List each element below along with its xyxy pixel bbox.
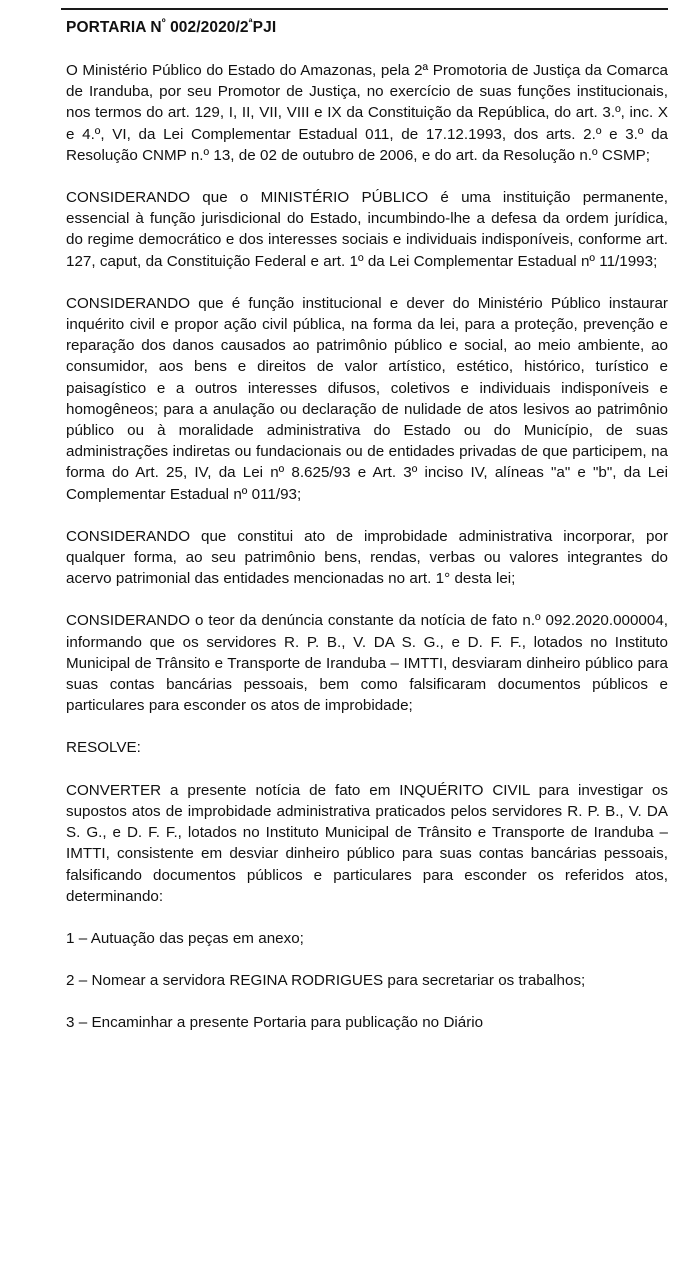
title-ordinal-feminine: ª <box>248 16 253 29</box>
paragraph-converter: CONVERTER a presente notícia de fato em INQUÉRITO CIVIL para investigar os supostos atos de improbidade administrativa praticados pelos servidores R. P. B., V. DA S. G., e D. F. F., lotados no Instituto Municipal de Trânsito e Transporte de Iranduba – IMTTI, consistente em desviar dinheiro público para suas contas bancárias pessoais, falsificando documentos públicos e particulares para esconder os referidos atos, determinando: <box>66 781 668 905</box>
determination-item-1: 1 – Autuação das peças em anexo; <box>66 929 304 947</box>
paragraph-considerando-3: CONSIDERANDO que constitui ato de improbidade administrativa incorporar, por qualquer forma, ao seu patrimônio bens, rendas, verbas ou valores integrantes do acervo patrimonial das entidades mencionadas no art. 1° desta lei; <box>66 527 668 588</box>
title-number: 002/2020/2 <box>165 19 249 36</box>
page-title-text: PORTARIA N <box>66 19 162 36</box>
resolve-heading: RESOLVE: <box>66 739 141 757</box>
title-suffix: PJI <box>252 19 277 36</box>
determination-item-3: 3 – Encaminhar a presente Portaria para publicação no Diário <box>66 1014 484 1032</box>
header-divider <box>61 8 668 10</box>
determination-item-2: 2 – Nomear a servidora REGINA RODRIGUES para secretariar os trabalhos; <box>66 972 586 990</box>
paragraph-considerando-1: CONSIDERANDO que o MINISTÉRIO PÚBLICO é uma instituição permanente, essencial à função jurisdicional do Estado, incumbindo-lhe a defesa da ordem jurídica, do regime democrático e dos interesses sociais e individuais indisponíveis, conforme art. 127, caput, da Constituição Federal e art. 1º da Lei Complementar Estadual nº 11/1993; <box>66 189 668 270</box>
paragraph-preamble: O Ministério Público do Estado do Amazonas, pela 2ª Promotoria de Justiça da Comarca de Iranduba, por seu Promotor de Justiça, no exercício de suas funções institucionais, nos termos do art. 129, I, II, VII, VIII e IX da Constituição da República, do art. 3.º, inc. X e 4.º, VI, da Lei Complementar Estadual 011, de 17.12.1993, dos arts. 2.º e 3.º da Resolução CNMP n.º 13, de 02 de outubro de 2006, e do art. da Resolução n.º CSMP; <box>66 62 668 164</box>
paragraph-considerando-4: CONSIDERANDO o teor da denúncia constante da notícia de fato n.º 092.2020.000004, informando que os servidores R. P. B., V. DA S. G., e D. F. F., lotados no Instituto Municipal de Trânsito e Transporte de Iranduba – IMTTI, desviaram dinheiro público para suas contas bancárias pessoais, bem como falsificaram documentos públicos e particulares para esconder os atos de improbidade; <box>66 612 668 715</box>
title-ordinal-masculine: º <box>161 16 166 29</box>
paragraph-considerando-2: CONSIDERANDO que é função institucional e dever do Ministério Público instaurar inquérito civil e propor ação civil pública, na forma da lei, para a proteção, prevenção e reparação dos danos causados ao patrimônio público e social, ao meio ambiente, ao consumidor, aos bens e direitos de valor artístico, estético, histórico, turístico e paisagístico e a outros interesses difusos, coletivos e individuais indisponíveis e homogêneos; para a anulação ou declaração de nulidade de atos lesivos ao patrimônio público ou à moralidade administrativa do Estado ou do Município, de suas administrações indiretas ou fundacionais ou de entidades privadas de que participem, na forma do Art. 25, IV, da Lei nº 8.625/93 e Art. 3º inciso IV, alíneas "a" e "b", da Lei Complementar Estadual nº 011/93; <box>66 294 668 503</box>
document-body <box>66 18 668 1034</box>
page-title <box>66 18 668 38</box>
